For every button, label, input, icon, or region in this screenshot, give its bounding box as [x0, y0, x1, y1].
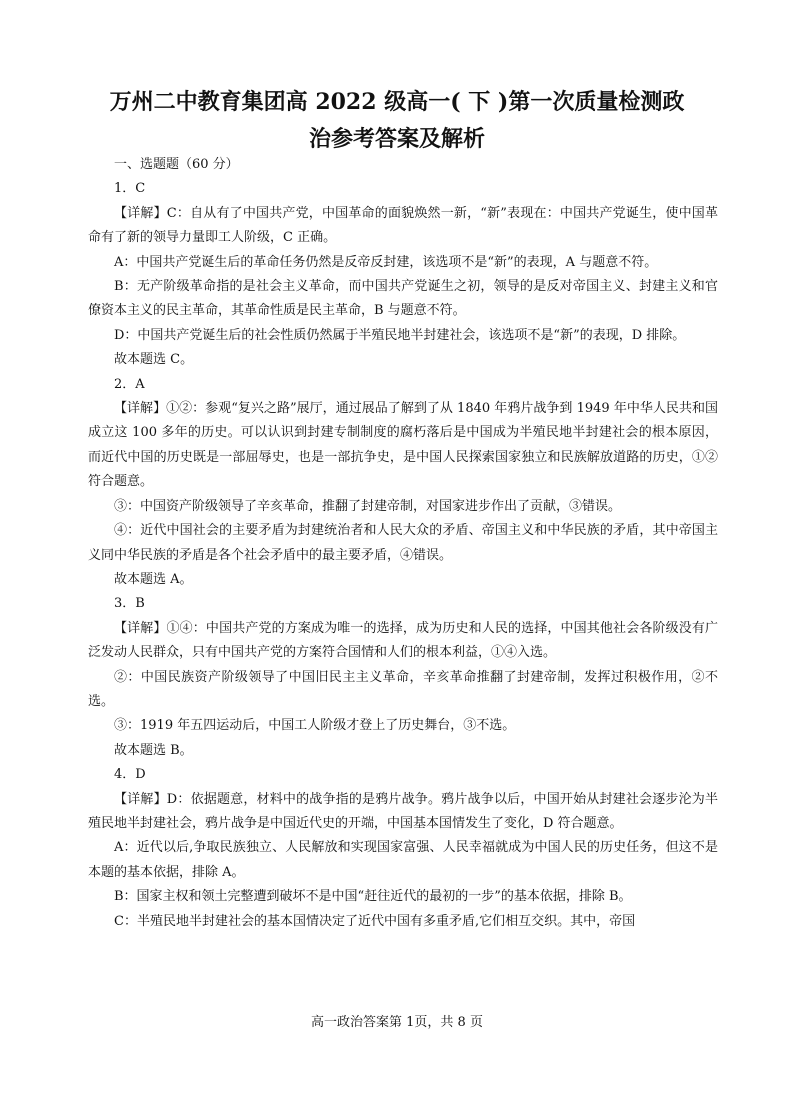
answer-paragraph: B：无产阶级革命指的是社会主义革命，而中国共产党诞生之初，领导的是反对帝国主义、封建主义和官僚资本主义的民主革命，其革命性质是民主革命，B 与题意不符。: [88, 279, 718, 319]
document-title-line-2: 治参考答案及解析: [308, 126, 485, 152]
answer-paragraph: B：国家主权和领土完整遭到破坏不是中国“赶往近代的最初的一步”的基本依据，排除 B。: [114, 889, 632, 905]
answer-paragraph: ③：中国资产阶级领导了辛亥革命，推翻了封建帝制，对国家进步作出了贡献，③错误。: [114, 498, 622, 514]
answer-paragraph: 【详解】①④：中国共产党的方案成为唯一的选择，成为历史和人民的选择，中国其他社会各阶级没有广泛发动人民群众，只有中国共产党的方案符合国情和人们的根本利益，①④入选。: [88, 620, 718, 661]
document-body: [88, 153, 718, 934]
answer-conclusion: 故本题选 A。: [114, 571, 193, 587]
answer-paragraph: 【详解】①②：参观“复兴之路”展厅，通过展品了解到了从 1840 年鸦片战争到 1949 年中华人民共和国成立这 100 多年的历史。可以认识到封建专制制度的腐朽落后是中国成为半殖民地半封建社会的根本原因，而近代中国的历史既是一部屈辱史，也是一部抗争史，是中国人民探索国家独立和民族解放道路的历史，①②符合题意。: [88, 401, 718, 490]
answer-conclusion: 故本题选 B。: [114, 742, 193, 758]
answer-paragraph: D：中国共产党诞生后的社会性质仍然属于半殖民地半封建社会，该选项不是“新”的表现，D 排除。: [114, 327, 686, 343]
answer-conclusion: 故本题选 C。: [114, 352, 194, 368]
question-number: 1．C: [114, 181, 146, 197]
page-footer: 高一政治答案第 1页，共 8 页: [311, 1015, 483, 1030]
answer-paragraph: A：近代以后,争取民族独立、人民解放和实现国家富强、人民幸福就成为中国人民的历史任务，但这不是本题的基本依据，排除 A。: [88, 840, 718, 880]
answer-paragraph: ②：中国民族资产阶级领导了中国旧民主主义革命，辛亥革命推翻了封建帝制，发挥过积极作用，②不选。: [88, 669, 718, 709]
answer-paragraph: 【详解】D：依据题意，材料中的战争指的是鸦片战争。鸦片战争以后，中国开始从封建社会逐步沦为半殖民地半封建社会，鸦片战争是中国近代史的开端，中国基本国情发生了变化，D 符合题意。: [88, 791, 718, 831]
answer-paragraph: C：半殖民地半封建社会的基本国情决定了近代中国有多重矛盾,它们相互交织。其中，帝国: [114, 913, 636, 929]
question-number: 4．D: [114, 767, 146, 783]
document-title-line-1: 万州二中教育集团高 2022 级高一( 下 )第一次质量检测政: [109, 89, 685, 115]
question-number: 3．B: [114, 596, 145, 612]
question-number: 2．A: [114, 376, 145, 392]
section-heading: 一、选题题（60 分）: [114, 157, 239, 172]
answer-paragraph: ④：近代中国社会的主要矛盾为封建统治者和人民大众的矛盾、帝国主义和中华民族的矛盾，其中帝国主义同中华民族的矛盾是各个社会矛盾中的最主要矛盾，④错误。: [88, 523, 718, 563]
answer-paragraph: 【详解】C：自从有了中国共产党，中国革命的面貌焕然一新，“新”表现在：中国共产党诞生，使中国革命有了新的领导力量即工人阶级，C 正确。: [88, 205, 718, 246]
answer-paragraph: ③：1919 年五四运动后，中国工人阶级才登上了历史舞台，③不选。: [114, 718, 516, 734]
answer-paragraph: A：中国共产党诞生后的革命任务仍然是反帝反封建，该选项不是“新”的表现，A 与题意不符。: [114, 254, 658, 270]
